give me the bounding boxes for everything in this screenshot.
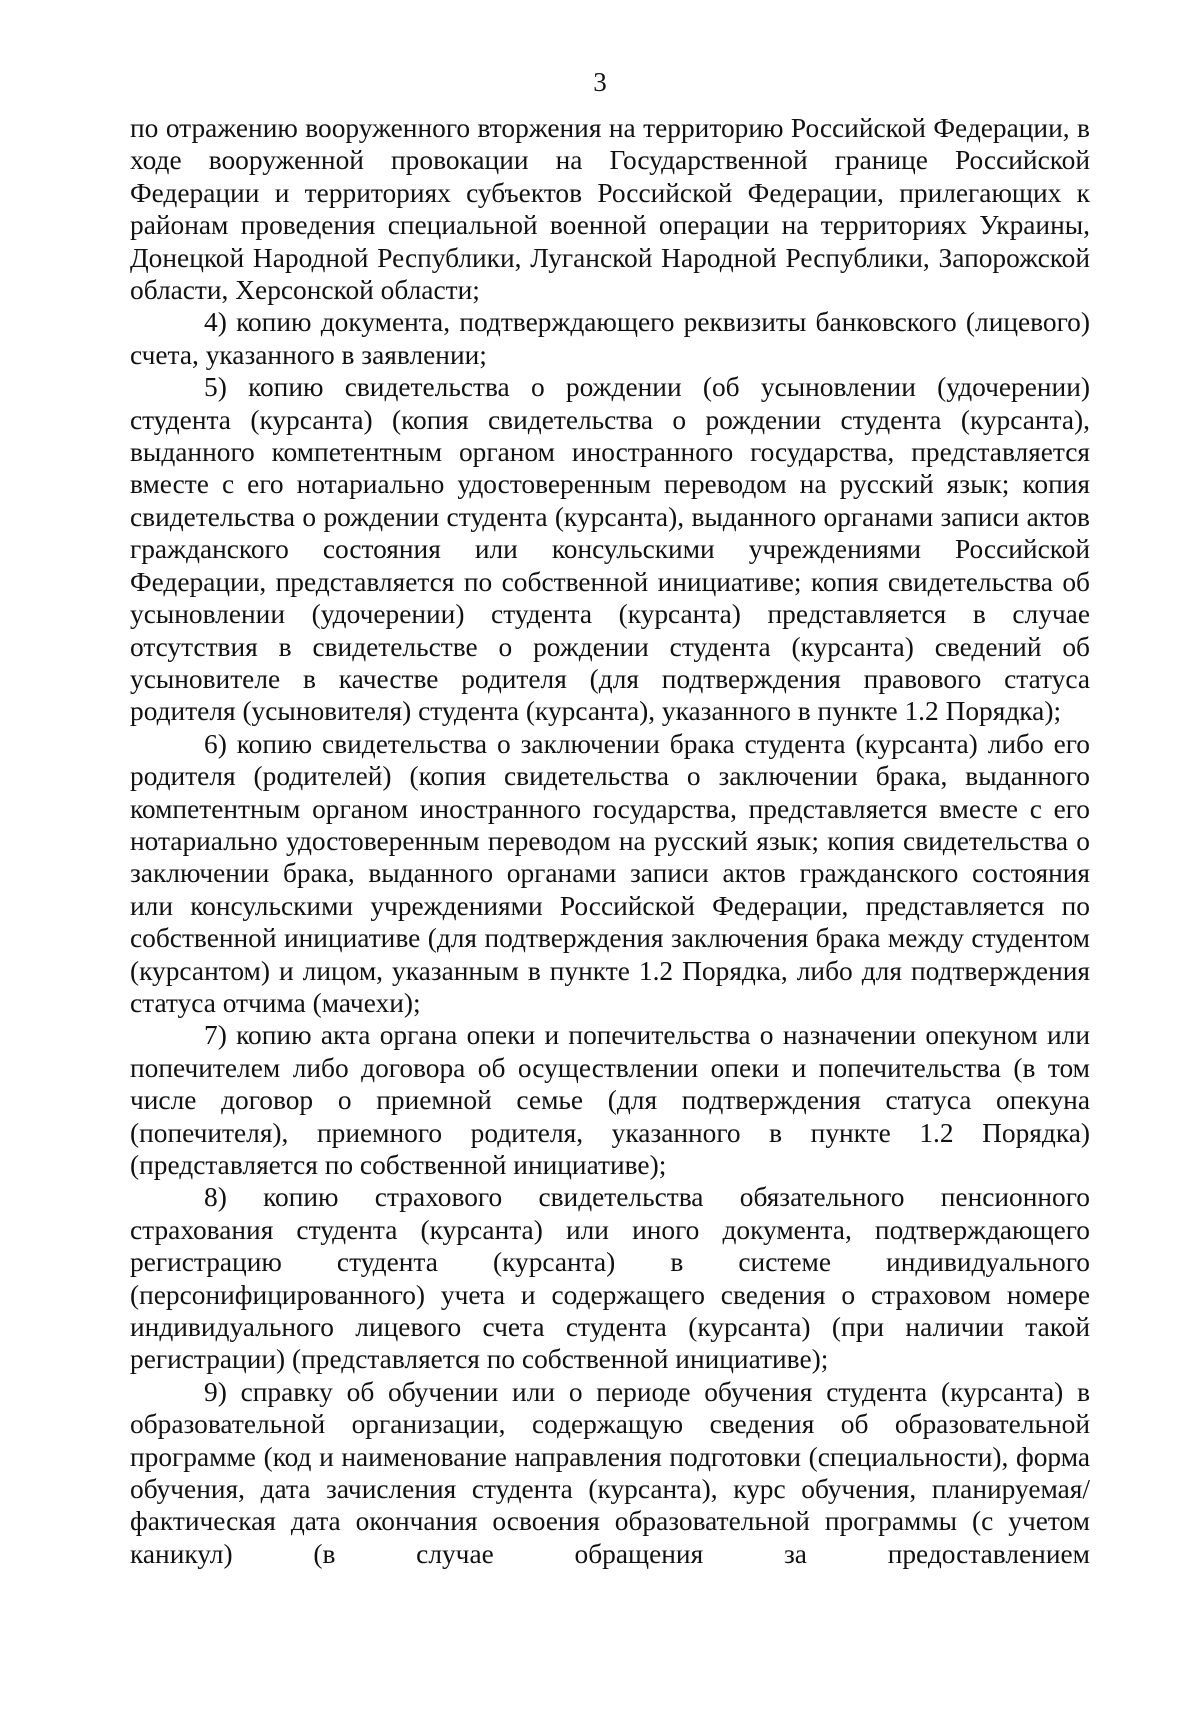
paragraph-continuation: по отражению вооруженного вторжения на территорию Российской Федерации, в ходе вооруженной провокации на Государственной границе Российской Федерации и территориях субъектов Российской Федерации, прилегающих к районам проведения специальной военной операции на территориях Украины, Донецкой Народной Республики, Луганской Народной Республики, Запорожской области, Херсонской области; <box>130 113 1090 306</box>
paragraph-item-5: 5) копию свидетельства о рождении (об усыновлении (удочерении) студента (курсанта) (копия свидетельства о рождении студента (курсанта), выданного компетентным органом иностранного государства, представляется вместе с его нотариально удостоверенным переводом на русский язык; копия свидетельства о рождении студента (курсанта), выданного органами записи актов гражданского состояния или консульскими учреждениями Российской Федерации, представляется по собственной инициативе; копия свидетельства об усыновлении (удочерении) студента (курсанта) представляется в случае отсутствия в свидетельстве о рождении студента (курсанта) сведений об усыновителе в качестве родителя (для подтверждения правового статуса родителя (усыновителя) студента (курсанта), указанного в пункте 1.2 Порядка); <box>130 372 1090 727</box>
paragraph-item-6: 6) копию свидетельства о заключении брака студента (курсанта) либо его родителя (родителей) (копия свидетельства о заключении брака, выданного компетентным органом иностранного государства, представляется вместе с его нотариально удостоверенным переводом на русский язык; копия свидетельства о заключении брака, выданного органами записи актов гражданского состояния или консульскими учреждениями Российской Федерации, представляется по собственной инициативе (для подтверждения заключения брака между студентом (курсантом) и лицом, указанным в пункте 1.2 Порядка, либо для подтверждения статуса отчима (мачехи); <box>130 728 1090 1018</box>
paragraph-item-7: 7) копию акта органа опеки и попечительства о назначении опекуном или попечителем либо договора об осуществлении опеки и попечительства (в том числе договор о приемной семье (для подтверждения статуса опекуна (попечителя), приемного родителя, указанного в пункте 1.2 Порядка) (представляется по собственной инициативе); <box>130 1020 1090 1180</box>
document-body <box>130 112 1090 1570</box>
paragraph-item-4: 4) копию документа, подтверждающего реквизиты банковского (лицевого) счета, указанного в заявлении; <box>130 307 1090 370</box>
page-number: 3 <box>593 67 607 97</box>
paragraph-item-8: 8) копию страхового свидетельства обязательного пенсионного страхования студента (курсанта) или иного документа, подтверждающего регистрацию студента (курсанта) в системе индивидуального (персонифицированного) учета и содержащего сведения о страховом номере индивидуального лицевого счета студента (курсанта) (при наличии такой регистрации) (представляется по собственной инициативе); <box>130 1182 1090 1375</box>
paragraph-item-9: 9) справку об обучении или о периоде обучения студента (курсанта) в образовательной организации, содержащую сведения об образовательной программе (код и наименование направления подготовки (специальности), форма обучения, дата зачисления студента (курсанта), курс обучения, планируемая/фактическая дата окончания освоения образовательной программы (с учетом каникул) (в случае обращения за предоставлением <box>130 1376 1090 1569</box>
